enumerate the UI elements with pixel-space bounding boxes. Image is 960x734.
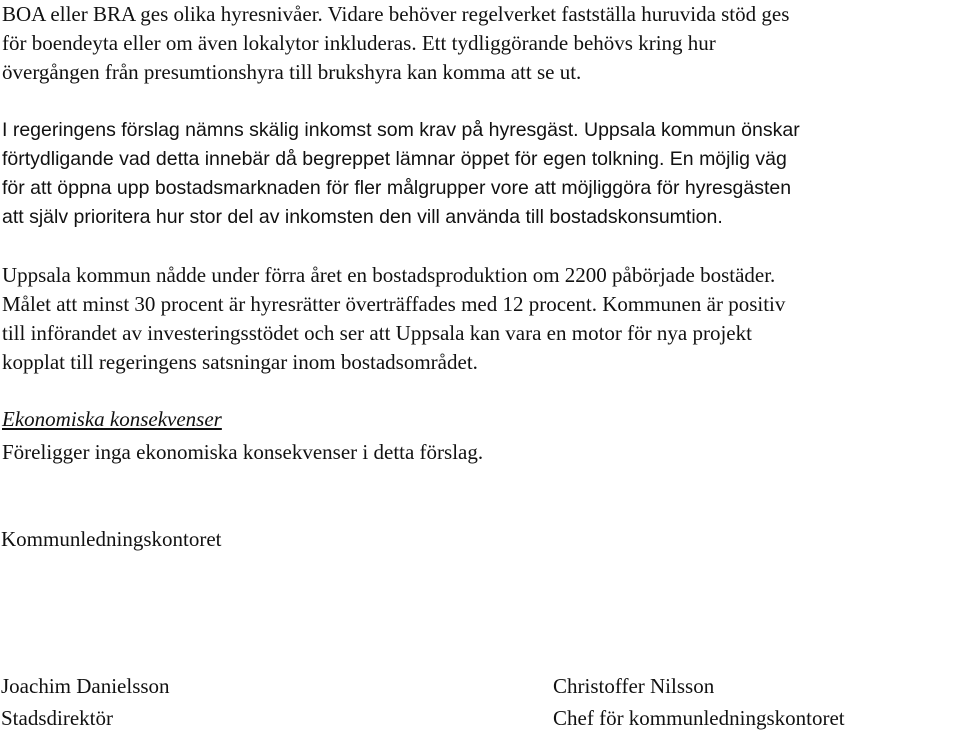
production-line-4: kopplat till regeringens satsningar inom bostadsområdet.: [2, 350, 478, 374]
income-line-2: förtydligande vad detta innebär då begreppet lämnar öppet för egen tolkning. En möjlig väg: [2, 148, 787, 170]
signatory-left-title: Stadsdirektör: [1, 706, 113, 730]
income-line-3: för att öppna upp bostadsmarknaden för fler målgrupper vore att möjliggöra för hyresgästen: [2, 177, 792, 199]
production-line-2: Målet att minst 30 procent är hyresrätter överträffades med 12 procent. Kommunen är positiv: [2, 292, 786, 316]
signatory-left-name: Joachim Danielsson: [1, 674, 170, 698]
income-line-4: att själv prioritera hur stor del av inkomsten den vill använda till bostadskonsumtion.: [2, 206, 723, 228]
signatory-right-name: Christoffer Nilsson: [553, 674, 715, 698]
production-line-1: Uppsala kommun nådde under förra året en bostadsproduktion om 2200 påbörjade bostäder.: [2, 263, 776, 287]
economic-heading: Ekonomiska konsekvenser: [2, 407, 222, 431]
signatory-right-title: Chef för kommunledningskontoret: [553, 706, 845, 730]
intro-line-1: BOA eller BRA ges olika hyresnivåer. Vidare behöver regelverket fastställa huruvida stöd ges: [2, 2, 790, 26]
signatory-right: [553, 670, 845, 734]
intro-line-3: övergången från presumtionshyra till brukshyra kan komma att se ut.: [2, 60, 582, 84]
production-line-3: till införandet av investeringsstödet och ser att Uppsala kan vara en motor för nya projekt: [2, 321, 752, 345]
office-name: Kommunledningskontoret: [1, 527, 222, 551]
economic-text: Föreligger inga ekonomiska konsekvenser i detta förslag.: [2, 440, 484, 464]
income-line-1: I regeringens förslag nämns skälig inkomst som krav på hyresgäst. Uppsala kommun önskar: [2, 119, 800, 141]
intro-line-2: för boendeyta eller om även lokalytor inkluderas. Ett tydliggörande behövs kring hur: [2, 31, 716, 55]
signatory-left: [1, 670, 170, 734]
